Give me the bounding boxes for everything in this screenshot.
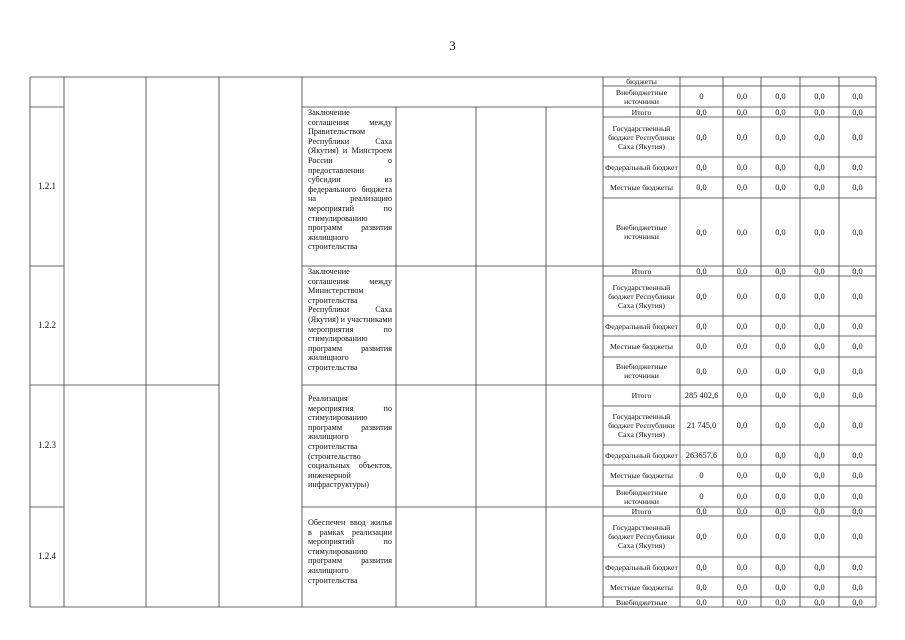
funding-source-label: Федеральный бюджет xyxy=(605,321,678,331)
amount-cell: 263657,6 xyxy=(685,450,718,460)
amount-cell: 0,0 xyxy=(696,366,707,376)
amount-cell: 0,0 xyxy=(814,321,825,331)
funding-source-label: Местные бюджеты xyxy=(610,582,673,592)
amount-cell: 0,0 xyxy=(736,107,748,117)
funding-source-label: Итого xyxy=(631,507,652,516)
amount-cell: 0,0 xyxy=(852,162,863,172)
amount-cell: 0,0 xyxy=(736,183,748,192)
amount-cell: 0,0 xyxy=(814,582,825,592)
funding-source-label: Государственный бюджет Республики Саха (Якутия) xyxy=(608,412,675,439)
activity-description: Реализация мероприятия по стимулированию программ развития жилищного строительства (строительство социальных объектов, инженерной инфраструктуры) xyxy=(308,394,392,490)
amount-cell: 0,0 xyxy=(814,162,825,172)
amount-cell: 0,0 xyxy=(696,183,707,192)
amount-cell: 0,0 xyxy=(736,471,748,480)
amount-cell: 0,0 xyxy=(814,266,825,276)
amount-cell: 0,0 xyxy=(696,162,707,172)
amount-cell: 0,0 xyxy=(775,532,786,541)
page-number: 3 xyxy=(449,38,456,53)
item-number: 1.2.2 xyxy=(38,319,56,330)
amount-cell: 0,0 xyxy=(696,597,707,607)
amount-cell xyxy=(761,77,800,86)
amount-cell: 0,0 xyxy=(852,92,863,101)
amount-cell: 0,0 xyxy=(696,107,707,117)
amount-cell: 0,0 xyxy=(736,321,748,331)
funding-source-label: Внебюджетные источники xyxy=(615,87,668,106)
amount-cell: 0,0 xyxy=(775,450,786,460)
amount-cell: 0,0 xyxy=(852,507,863,516)
amount-cell: 0,0 xyxy=(736,597,748,607)
amount-cell: 0,0 xyxy=(814,132,825,142)
amount-cell: 0,0 xyxy=(852,582,863,592)
amount-cell: 0,0 xyxy=(775,507,786,516)
amount-cell: 0,0 xyxy=(852,132,863,142)
item-number: 1.2.3 xyxy=(38,440,56,451)
amount-cell: 0,0 xyxy=(775,107,786,117)
amount-cell xyxy=(839,77,876,86)
funding-source-label: Внебюджетные источники xyxy=(615,487,668,506)
amount-cell: 0,0 xyxy=(736,532,748,541)
amount-cell: 0,0 xyxy=(852,107,863,117)
amount-cell: 0,0 xyxy=(696,321,707,331)
amount-cell: 0,0 xyxy=(736,562,748,572)
amount-cell: 0,0 xyxy=(852,366,863,376)
funding-source-label: Внебюджетные источники xyxy=(615,362,668,380)
amount-cell: 0,0 xyxy=(814,597,825,607)
amount-cell: 0,0 xyxy=(775,471,786,480)
amount-cell: 0,0 xyxy=(814,471,825,480)
amount-cell: 0,0 xyxy=(775,391,786,400)
amount-cell: 0,0 xyxy=(736,92,748,101)
funding-source-label: бюджеты xyxy=(626,77,657,86)
amount-cell: 21 745,0 xyxy=(686,421,717,430)
amount-cell: 0,0 xyxy=(696,227,707,237)
amount-cell: 0,0 xyxy=(814,342,825,351)
amount-cell: 0,0 xyxy=(736,421,748,430)
funding-source-label: Местные бюджеты xyxy=(610,183,673,192)
amount-cell: 0,0 xyxy=(775,597,786,607)
activity-description: Заключение соглашения между Правительством Республики Саха (Якутия) и Минстроем России о предоставлении субсидии из федерального бюджета на реализацию мероприятий по стимулированию программ развития жилищного строительства xyxy=(308,108,392,252)
amount-cell: 0,0 xyxy=(852,391,863,400)
amount-cell: 0,0 xyxy=(736,507,748,516)
amount-cell xyxy=(680,77,723,86)
amount-cell: 0,0 xyxy=(736,391,748,400)
funding-source-label: Внебюджетные xyxy=(615,597,668,607)
amount-cell: 0,0 xyxy=(814,366,825,376)
amount-cell: 0,0 xyxy=(775,421,786,430)
amount-cell: 0,0 xyxy=(775,492,786,501)
amount-cell: 0,0 xyxy=(814,421,825,430)
amount-cell: 0,0 xyxy=(852,471,863,480)
funding-source-label: Государственный бюджет Республики Саха (Якутия) xyxy=(608,123,675,151)
amount-cell: 0,0 xyxy=(814,291,825,301)
amount-cell: 0,0 xyxy=(814,450,825,460)
amount-cell: 0,0 xyxy=(696,342,707,351)
funding-source-label: Итого xyxy=(631,266,652,276)
amount-cell: 0,0 xyxy=(775,183,786,192)
amount-cell: 0,0 xyxy=(852,450,863,460)
amount-cell: 0,0 xyxy=(736,227,748,237)
amount-cell: 0,0 xyxy=(736,450,748,460)
amount-cell: 0,0 xyxy=(775,342,786,351)
amount-cell: 285 402,6 xyxy=(684,391,719,400)
amount-cell: 0,0 xyxy=(736,366,748,376)
amount-cell: 0,0 xyxy=(775,562,786,572)
amount-cell: 0,0 xyxy=(852,597,863,607)
item-number: 1.2.1 xyxy=(38,180,56,191)
funding-source-label: Местные бюджеты xyxy=(610,342,673,351)
amount-cell xyxy=(723,77,761,86)
amount-cell: 0,0 xyxy=(814,391,825,400)
amount-cell: 0,0 xyxy=(696,582,707,592)
amount-cell: 0,0 xyxy=(775,162,786,172)
amount-cell: 0,0 xyxy=(814,107,825,117)
amount-cell: 0,0 xyxy=(736,266,748,276)
amount-cell: 0,0 xyxy=(852,266,863,276)
amount-cell: 0,0 xyxy=(814,92,825,101)
amount-cell: 0,0 xyxy=(852,291,863,301)
funding-source-label: Внебюджетные источники xyxy=(615,223,668,241)
amount-cell xyxy=(800,77,839,86)
amount-cell: 0,0 xyxy=(814,562,825,572)
amount-cell: 0,0 xyxy=(814,227,825,237)
amount-cell: 0,0 xyxy=(852,421,863,430)
amount-cell: 0,0 xyxy=(696,291,707,301)
amount-cell: 0,0 xyxy=(736,291,748,301)
amount-cell: 0,0 xyxy=(696,507,707,516)
amount-cell: 0,0 xyxy=(814,532,825,541)
amount-cell: 0,0 xyxy=(775,132,786,142)
amount-cell: 0,0 xyxy=(852,492,863,501)
amount-cell: 0,0 xyxy=(852,321,863,331)
funding-source-label: Государственный бюджет Республики Саха (Якутия) xyxy=(608,523,675,550)
amount-cell: 0,0 xyxy=(775,291,786,301)
funding-source-label: Федеральный бюджет xyxy=(605,162,678,172)
amount-cell: 0,0 xyxy=(775,366,786,376)
amount-cell: 0,0 xyxy=(852,532,863,541)
amount-cell: 0,0 xyxy=(696,532,707,541)
funding-source-label: Итого xyxy=(631,107,652,117)
funding-source-label: Итого xyxy=(631,391,652,400)
amount-cell: 0,0 xyxy=(775,582,786,592)
activity-description: Заключение соглашения между Министерством строительства Республики Саха (Якутия) и участниками мероприятия по стимулированию программ развития жилищного строительства xyxy=(308,267,392,372)
amount-cell: 0,0 xyxy=(852,227,863,237)
amount-cell: 0,0 xyxy=(852,562,863,572)
amount-cell: 0,0 xyxy=(775,321,786,331)
amount-cell: 0,0 xyxy=(814,507,825,516)
amount-cell: 0,0 xyxy=(736,492,748,501)
amount-cell: 0,0 xyxy=(736,132,748,142)
funding-source-label: Федеральный бюджет xyxy=(605,450,678,460)
amount-cell: 0,0 xyxy=(736,342,748,351)
amount-cell: 0,0 xyxy=(775,227,786,237)
amount-cell: 0,0 xyxy=(814,183,825,192)
funding-source-label: Государственный бюджет Республики Саха (Якутия) xyxy=(608,282,675,310)
amount-cell: 0 xyxy=(699,92,704,101)
amount-cell: 0,0 xyxy=(852,342,863,351)
item-number: 1.2.4 xyxy=(38,551,56,562)
funding-source-label: Федеральный бюджет xyxy=(605,562,678,572)
amount-cell: 0,0 xyxy=(775,266,786,276)
amount-cell: 0 xyxy=(699,471,704,480)
amount-cell: 0,0 xyxy=(852,183,863,192)
amount-cell: 0,0 xyxy=(814,492,825,501)
amount-cell: 0,0 xyxy=(696,562,707,572)
funding-source-label: Местные бюджеты xyxy=(610,471,673,480)
amount-cell: 0,0 xyxy=(736,582,748,592)
amount-cell: 0,0 xyxy=(696,132,707,142)
amount-cell: 0,0 xyxy=(696,266,707,276)
amount-cell: 0,0 xyxy=(736,162,748,172)
amount-cell: 0 xyxy=(699,492,704,501)
amount-cell: 0,0 xyxy=(775,92,786,101)
activity-description: Обеспечен ввод жилья в рамках реализации мероприятий по стимулированию программ развития жилищного строительства xyxy=(308,518,392,585)
